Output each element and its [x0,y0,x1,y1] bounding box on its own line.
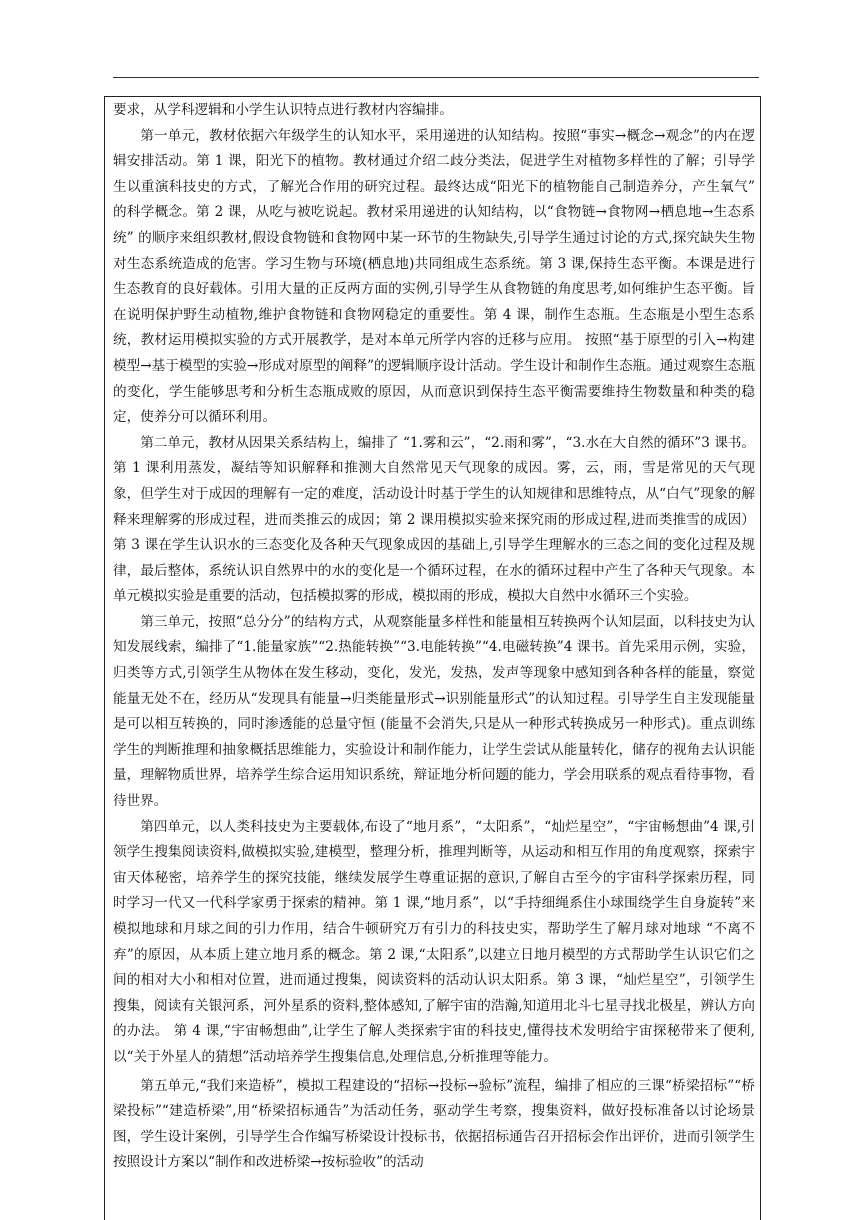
paragraph-unit-5: 第五单元,“我们来造桥”，模拟工程建设的“招标→投标→验标”流程，编排了相应的三课“桥梁招标”“桥梁投标”“建造桥梁”,用“桥梁招标通告”为活动任务，驱动学生考察，搜集资料，做好投标准备以讨论场景图，学生设计案例，引导学生合作编写桥梁设计投标书，依据招标通告召开招标会作出评价，进而引领学生按照设计方案以“制作和改进桥梁→按标验收”的活动 [113,1077,755,1171]
header-rule [113,77,759,78]
document-body [113,98,755,1176]
paragraph-continuation: 要求，从学科逻辑和小学生认识特点进行教材内容编排。 [113,102,453,118]
paragraph-unit-3: 第三单元，按照“总分分”的结构方式，从观察能量多样性和能量相互转换两个认知层面，以科技史为认知发展线索，编排了“1.能量家族”“2.热能转换”“3.电能转换”“4.电磁转换”4 课书。首先采用示例，实验，归类等方式,引领学生从物体在发生移动，变化，发光，发热，发声等现象中感知到各种各样的能量，察觉能量无处不在，经历从“发现具有能量→归类能量形式→识别能量形式”的认知过程。引导学生自主发现能量是可以相互转换的，同时渗透能的总量守恒 (能量不会消失,只是从一种形式转换成另一种形式)。重点训练学生的判断推理和抽象概括思维能力，实验设计和制作能力，让学生尝试从能量转化，储存的视角去认识能量，理解物质世界，培养学生综合运用知识系统，辩证地分析问题的能力，学会用联系的观点看待事物，看待世界。 [113,613,755,810]
paragraph-unit-4: 第四单元，以人类科技史为主要载体,布设了“地月系”，“太阳系”，“灿烂星空”，“宇宙畅想曲”4 课,引领学生搜集阅读资料,做模拟实验,建模型，整理分析，推理判断等，从运动和相互作用的角度观察，探索宇宙天体秘密，培养学生的探究技能，继续发展学生尊重证据的意识,了解自古至今的宇宙科学探索历程，同时学习一代又一代科学家勇于探索的精神。第 1 课,“地月系”，以“手持细绳系住小球围绕学生自身旋转”来模拟地球和月球之间的引力作用，结合牛顿研究万有引力的科技史实，帮助学生了解月球对地球 “不离不弃”的原因，从本质上建立地月系的概念。第 2 课,“太阳系”,以建立日地月模型的方式帮助学生认识它们之间的相对大小和相对位置，进而通过搜集，阅读资料的活动认识太阳系。第 3 课，“灿烂星空”，引领学生搜集，阅读有关银河系，河外星系的资料,整体感知,了解宇宙的浩瀚,知道用北斗七星寻找北极星，辨认方向的办法。 第 4 课,“宇宙畅想曲”,让学生了解人类探索宇宙的科技史,懂得技术发明给宇宙探秘带来了便利,以“关于外星人的猜想”活动培养学生搜集信息,处理信息,分析推理等能力。 [113,818,755,1065]
paragraph-unit-1: 第一单元，教材依据六年级学生的认知水平，采用递进的认知结构。按照“事实→概念→观念”的内在逻辑安排活动。第 1 课，阳光下的植物。教材通过介绍二歧分类法，促进学生对植物多样性的了解；引导学生以重演科技史的方式，了解光合作用的研究过程。最终达成“阳光下的植物能自己制造养分，产生氧气” 的科学概念。第 2 课，从吃与被吃说起。教材采用递进的认知结构，以“食物链→食物网→栖息地→生态系统” 的顺序来组织教材,假设食物链和食物网中某一环节的生物缺失,引导学生通过讨论的方式,探究缺失生物对生态系统造成的危害。学习生物与环境(栖息地)共同组成生态系统。第 3 课,保持生态平衡。本课是进行生态教育的良好载体。引用大量的正反两方面的实例,引导学生从食物链的角度思考,如何维护生态平衡。旨在说明保护野生动植物,维护食物链和食物网稳定的重要性。第 4 课，制作生态瓶。生态瓶是小型生态系统，教材运用模拟实验的方式开展教学，是对本单元所学内容的迁移与应用。 按照“基于原型的引入→构建模型→基于模型的实验→形成对原型的阐释”的逻辑顺序设计活动。学生设计和制作生态瓶。通过观察生态瓶的变化，学生能够思考和分析生态瓶成败的原因，从而意识到保持生态平衡需要维持生物数量和种类的稳定，使养分可以循环利用。 [113,127,755,426]
paragraph-unit-2: 第二单元，教材从因果关系结构上，编排了 “1.雾和云”，“2.雨和雾”，“3.水在大自然的循环”3 课书。第 1 课利用蒸发，凝结等知识解释和推测大自然常见天气现象的成因。雾，云，雨，雪是常见的天气现象，但学生对于成因的理解有一定的难度，活动设计时基于学生的认知规律和思维特点，从“白气”现象的解释来理解雾的形成过程，进而类推云的成因；第 2 课用模拟实验来探究雨的形成过程,进而类推雪的成因）第 3 课在学生认识水的三态变化及各种天气现象成因的基础上,引导学生理解水的三态之间的变化过程及规律，最后整体，系统认识自然界中的水的变化是一个循环过程，在水的循环过程中产生了各种天气现象。本单元模拟实验是重要的活动，包括模拟雾的形成，模拟雨的形成，模拟大自然中水循环三个实验。 [113,434,755,605]
